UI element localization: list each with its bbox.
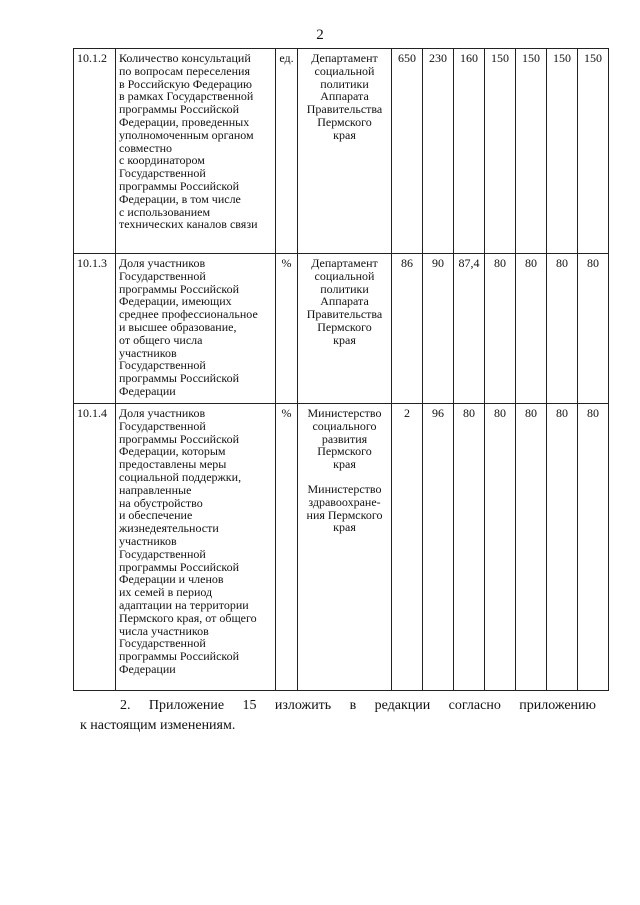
- indicator-value: 80: [516, 404, 547, 691]
- indicator-value: 80: [485, 254, 516, 404]
- responsible-agency-name: Министерство социального развития Пермского края: [307, 406, 382, 472]
- indicator-value: 150: [516, 49, 547, 254]
- indicator-description: Доля участников Государственной программы Российской Федерации, которым предоставлены меры социальной поддержки, направленные на обустройство и обеспечение жизнедеятельности участников Государственной программы Российской Федерации и членов их семей в период адаптации на территории Пермского края, от общего числа участников Государственной программы Российской Федерации: [116, 404, 276, 691]
- indicators-table: [73, 48, 609, 691]
- indicator-description: Количество консультаций по вопросам переселения в Российскую Федерацию в рамках Государственной программы Российской Федерации, проведенных уполномоченным органом совместно с координатором Государственной программы Российской Федерации, в том числе с использованием технических каналов связи: [116, 49, 276, 254]
- indicator-value: 150: [547, 49, 578, 254]
- responsible-agency-name: Департамент социальной политики Аппарата Правительства Пермского края: [306, 51, 383, 142]
- indicator-code: 10.1.3: [74, 254, 116, 404]
- indicator-value: 80: [454, 404, 485, 691]
- indicator-value: 80: [578, 404, 609, 691]
- responsible-agency: [298, 254, 392, 404]
- page-number: 2: [316, 27, 324, 43]
- indicator-value: 80: [485, 404, 516, 691]
- table-row: [74, 49, 609, 254]
- indicator-value: 80: [578, 254, 609, 404]
- indicator-value: 150: [485, 49, 516, 254]
- indicator-value: 150: [578, 49, 609, 254]
- paragraph-amendment: 2. Приложение 15 изложить в редакции согласно приложению: [120, 698, 596, 713]
- indicator-code: 10.1.2: [74, 49, 116, 254]
- responsible-agency-name: Департамент социальной политики Аппарата Правительства Пермского края: [306, 256, 383, 347]
- indicator-value: 80: [547, 404, 578, 691]
- indicator-value: 160: [454, 49, 485, 254]
- indicator-value: 90: [423, 254, 454, 404]
- table-row: [74, 254, 609, 404]
- indicator-value: 80: [516, 254, 547, 404]
- indicator-value: 87,4: [454, 254, 485, 404]
- responsible-agency: [298, 49, 392, 254]
- indicator-code: 10.1.4: [74, 404, 116, 691]
- indicator-unit: ед.: [276, 49, 298, 254]
- paragraph-amendment-continued: к настоящим изменениям.: [80, 718, 236, 733]
- indicator-value: 86: [392, 254, 423, 404]
- indicator-unit: %: [276, 254, 298, 404]
- indicator-value: 230: [423, 49, 454, 254]
- indicator-value: 650: [392, 49, 423, 254]
- indicator-value: 96: [423, 404, 454, 691]
- responsible-agency: [298, 404, 392, 691]
- indicator-value: 2: [392, 404, 423, 691]
- responsible-agency-name: Министерство здравоохране- ния Пермского края: [306, 481, 383, 535]
- indicator-value: 80: [547, 254, 578, 404]
- indicator-unit: %: [276, 404, 298, 691]
- table-row: [74, 404, 609, 691]
- indicator-description: Доля участников Государственной программы Российской Федерации, имеющих среднее профессиональное и высшее образование, от общего числа участников Государственной программы Российской Федерации: [116, 254, 276, 404]
